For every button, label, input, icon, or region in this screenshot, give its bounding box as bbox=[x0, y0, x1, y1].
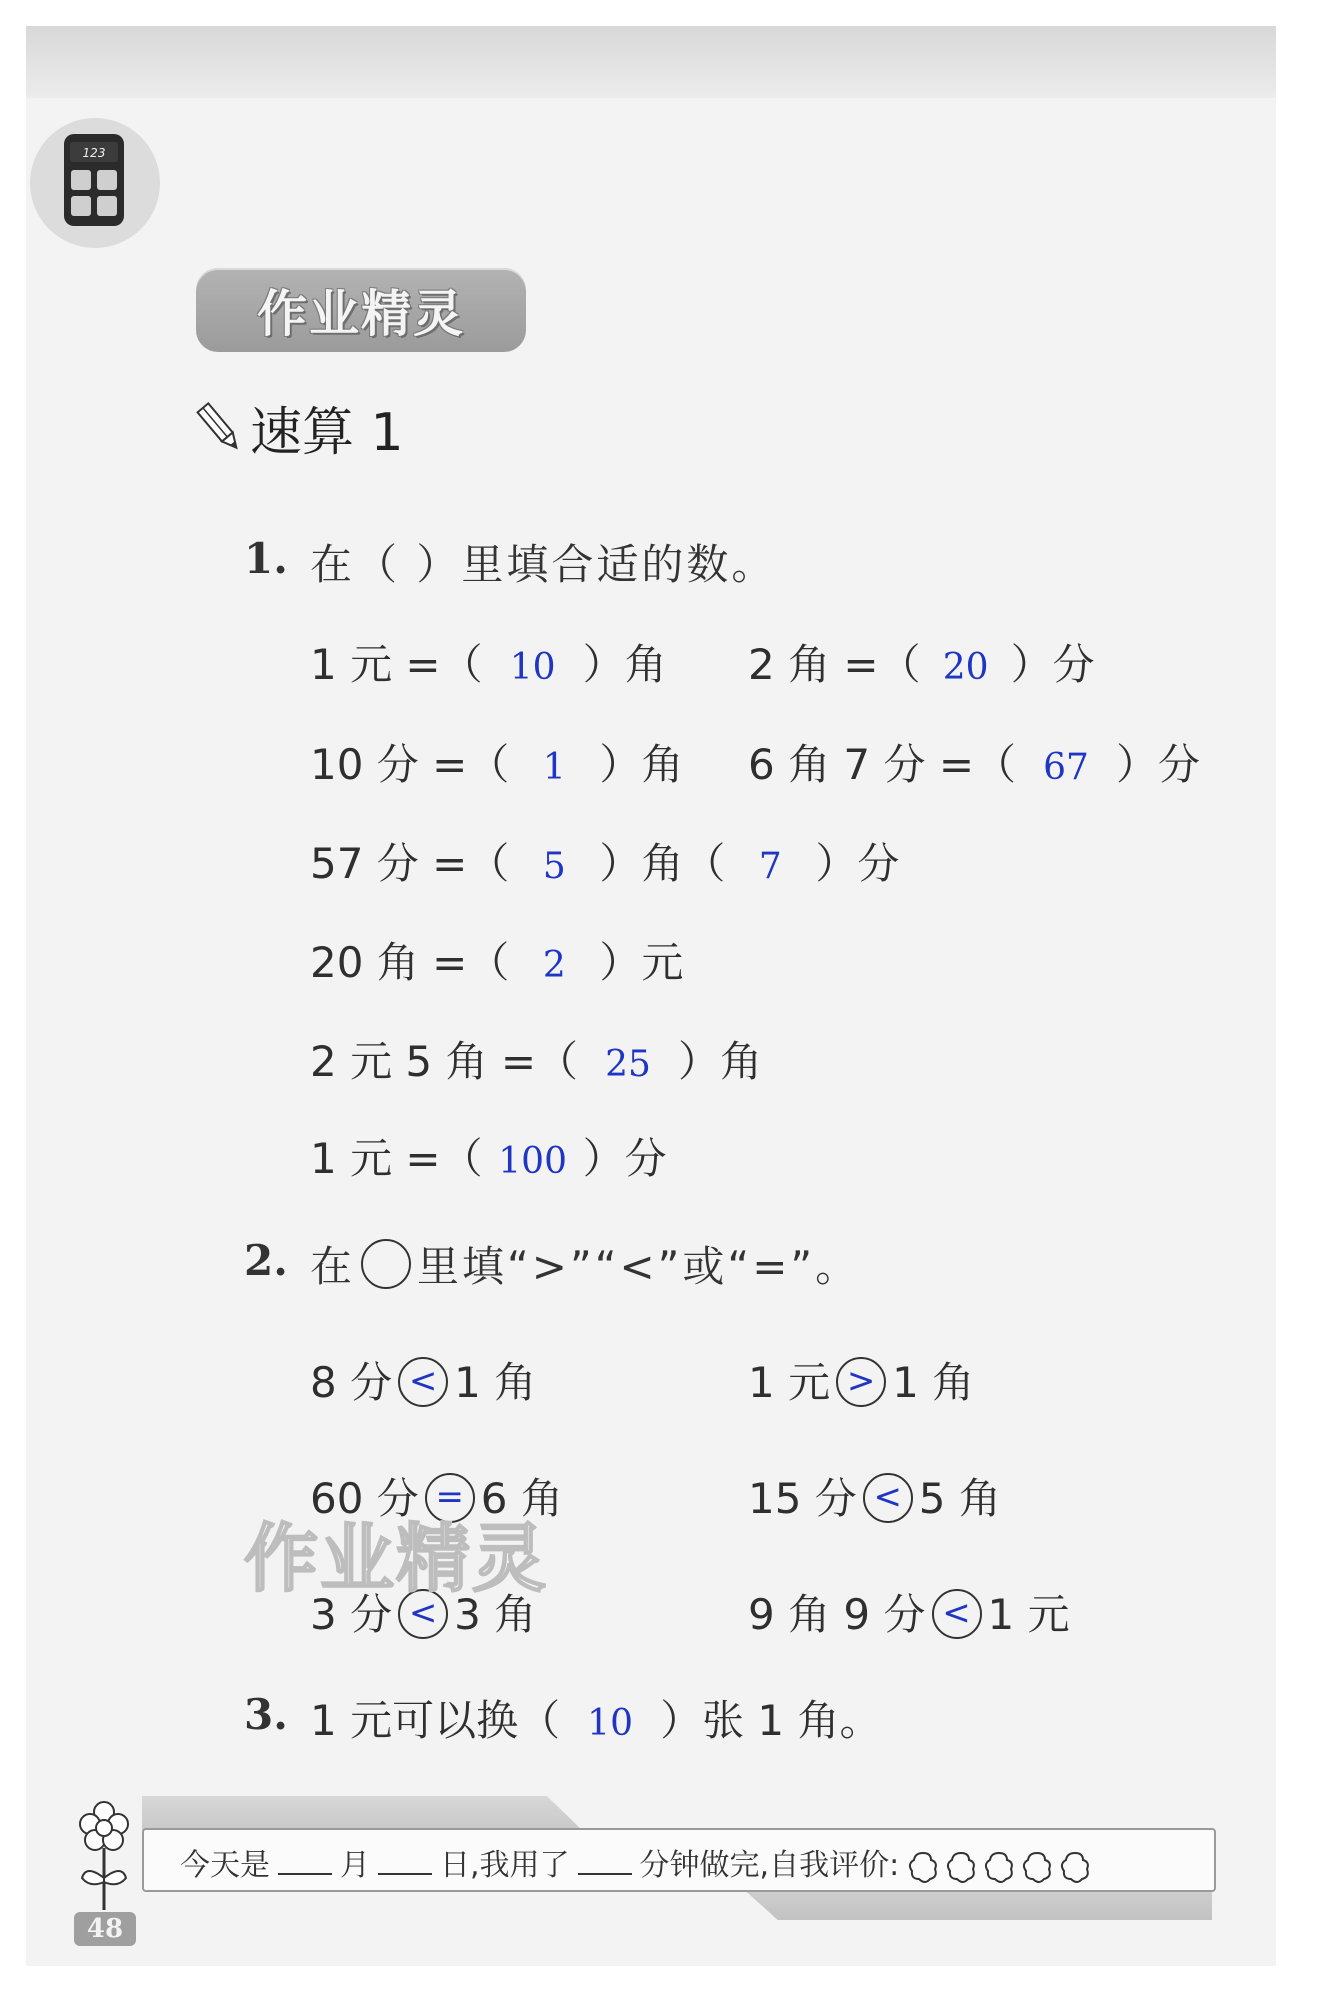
q1-number: 1. bbox=[244, 534, 288, 583]
q1-line-4-right: ）分 bbox=[1116, 740, 1201, 789]
q2-item-4-right: 5 角 bbox=[918, 1474, 1001, 1523]
q2-answer-circle-6[interactable]: < bbox=[932, 1589, 982, 1639]
section-banner: 作业精灵 bbox=[196, 268, 526, 352]
minutes-blank[interactable] bbox=[578, 1847, 632, 1875]
q1-line-1 bbox=[310, 632, 667, 692]
q1-line-5-left: 57 分 =（ bbox=[310, 839, 510, 888]
q1-answer-1[interactable]: 10 bbox=[509, 647, 556, 688]
q3-right: ）张 1 角。 bbox=[660, 1696, 882, 1745]
q1-line-6-left: 20 角 =（ bbox=[310, 938, 510, 987]
q2-prompt-start: 在 bbox=[310, 1242, 356, 1291]
q2-item-6-right: 1 元 bbox=[987, 1590, 1070, 1639]
q2-item-1-left: 8 分 bbox=[310, 1358, 393, 1407]
q2-item-2-right: 1 角 bbox=[892, 1358, 975, 1407]
q1-line-8-left: 1 元 =（ bbox=[310, 1134, 483, 1183]
q2-item-6 bbox=[748, 1582, 1070, 1643]
q1-line-3 bbox=[310, 732, 683, 792]
q1-answer-4[interactable]: 67 bbox=[1043, 747, 1089, 788]
q1-line-8-right: ）分 bbox=[582, 1134, 667, 1183]
q1-answer-3[interactable]: 1 bbox=[542, 747, 566, 788]
q1-line-5-mid: ）角（ bbox=[599, 839, 726, 888]
month-blank[interactable] bbox=[278, 1847, 332, 1875]
top-band bbox=[26, 26, 1276, 98]
q2-answer-circle-3[interactable]: = bbox=[425, 1473, 475, 1523]
q2-answer-circle-2[interactable]: > bbox=[836, 1357, 886, 1407]
q1-line-6-right: ）元 bbox=[599, 938, 684, 987]
q1-line-7-left: 2 元 5 角 =（ bbox=[310, 1037, 579, 1086]
q3-number: 3. bbox=[244, 1690, 288, 1739]
q1-line-2-left: 2 角 =（ bbox=[748, 640, 921, 689]
day-blank[interactable] bbox=[378, 1847, 432, 1875]
q1-line-3-left: 10 分 =（ bbox=[310, 740, 510, 789]
page-number: 48 bbox=[74, 1912, 136, 1946]
footer-text bbox=[180, 1840, 1095, 1885]
q2-answer-circle-4[interactable]: < bbox=[863, 1473, 913, 1523]
q2-item-2 bbox=[748, 1350, 974, 1411]
flower-icon bbox=[74, 1798, 134, 1914]
footer-day-label: 日,我用了 bbox=[440, 1848, 570, 1883]
q1-line-4-left: 6 角 7 分 =（ bbox=[748, 740, 1017, 789]
q2-answer-circle-5[interactable]: < bbox=[398, 1589, 448, 1639]
footer-month-label: 月 bbox=[340, 1848, 370, 1883]
q1-line-7-right: ）角 bbox=[678, 1037, 763, 1086]
q1-line-1-right: ）角 bbox=[582, 640, 667, 689]
q1-answer-8[interactable]: 100 bbox=[498, 1141, 567, 1182]
calculator-display: 123 bbox=[82, 146, 106, 160]
lesson-title bbox=[196, 392, 404, 462]
q2-prompt-end: 里填“>”“<”或“=”。 bbox=[417, 1242, 861, 1291]
q2-item-1 bbox=[310, 1350, 536, 1411]
q2-item-3-right: 6 角 bbox=[480, 1474, 563, 1523]
q2-number: 2. bbox=[244, 1236, 288, 1285]
q2-item-5-left: 3 分 bbox=[310, 1590, 393, 1639]
q2-item-3-left: 60 分 bbox=[310, 1474, 419, 1523]
watermark: 作业精灵 bbox=[244, 1516, 548, 1602]
footer-self-eval-label: 分钟做完,自我评价: bbox=[639, 1848, 900, 1883]
q1-line-8 bbox=[310, 1126, 667, 1186]
q1-answer-7[interactable]: 25 bbox=[605, 1044, 651, 1085]
q2-item-6-left: 9 角 9 分 bbox=[748, 1590, 926, 1639]
rating-flowers-icon[interactable] bbox=[905, 1849, 1095, 1885]
q1-line-2-right: ）分 bbox=[1010, 640, 1095, 689]
footer-today-label: 今天是 bbox=[180, 1848, 270, 1883]
q1-line-4 bbox=[748, 732, 1200, 792]
q2-item-4 bbox=[748, 1466, 1001, 1527]
q1-line-7 bbox=[310, 1029, 762, 1089]
q1-line-2 bbox=[748, 632, 1095, 692]
q1-line-5 bbox=[310, 831, 899, 891]
q1-line-3-right: ）角 bbox=[599, 740, 684, 789]
q3-line bbox=[310, 1688, 882, 1748]
q1-answer-6[interactable]: 2 bbox=[542, 945, 566, 986]
footer-top-wing bbox=[142, 1796, 582, 1830]
q2-answer-circle-1[interactable]: < bbox=[398, 1357, 448, 1407]
q1-line-1-left: 1 元 =（ bbox=[310, 640, 483, 689]
empty-circle-icon bbox=[361, 1239, 411, 1289]
q1-answer-5b[interactable]: 7 bbox=[758, 846, 782, 887]
q1-line-5-right: ）分 bbox=[815, 839, 900, 888]
q1-line-6 bbox=[310, 930, 683, 990]
q2-item-1-right: 1 角 bbox=[454, 1358, 537, 1407]
q2-item-2-left: 1 元 bbox=[748, 1358, 831, 1407]
q1-prompt: 在（ ）里填合适的数。 bbox=[310, 540, 777, 589]
q3-answer[interactable]: 10 bbox=[587, 1703, 633, 1744]
q2-item-5-right: 3 角 bbox=[454, 1590, 537, 1639]
pencil-icon bbox=[196, 398, 242, 456]
q2-prompt bbox=[310, 1234, 860, 1295]
q1-answer-2[interactable]: 20 bbox=[942, 647, 989, 688]
q1-answer-5a[interactable]: 5 bbox=[542, 846, 566, 887]
calculator-icon bbox=[58, 132, 130, 232]
lesson-title-text: 速算 1 bbox=[250, 402, 404, 463]
q2-item-4-left: 15 分 bbox=[748, 1474, 857, 1523]
q3-left: 1 元可以换（ bbox=[310, 1696, 561, 1745]
